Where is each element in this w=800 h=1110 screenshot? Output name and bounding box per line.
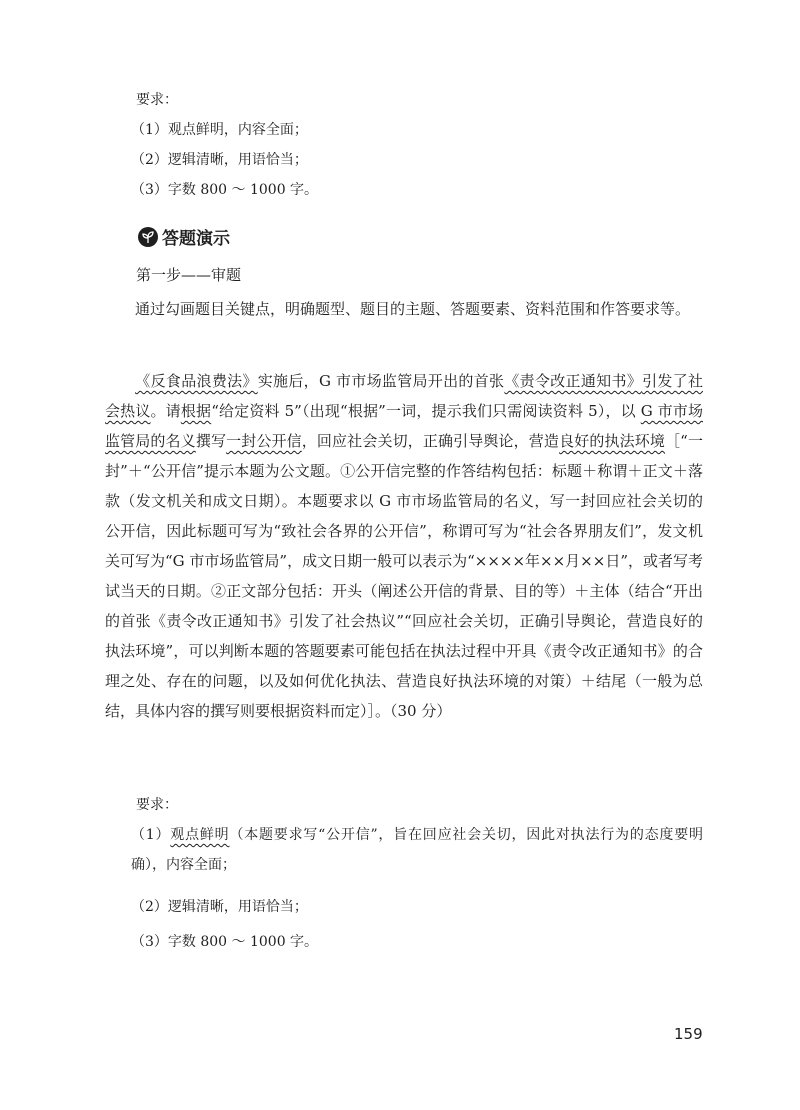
clear-viewpoint-keyword: 观点鲜明	[170, 827, 230, 843]
issuer-keyword: G 市市场监管局的名义	[105, 402, 703, 450]
item-number: （1）	[131, 827, 171, 843]
page-number: 159	[674, 1025, 703, 1043]
analysis-text-6: ［“一封”＋“公开信”提示本题为公文题。①公开信完整的作答结构包括：标题＋称谓＋正文＋落款（发文机关和成文日期）。本题要求以 G 市市场监管局的名义，写一封回应社会关切的公开信，因此标题可写为“致社会各界的公开信”，称谓可写为“社会各界朋友们”，发文机关可写为“G 市市场监管局”，成文日期一般可以表示为“××××年××月××日”，或者写考试当天的日期。②正文部分包括：开头（阐述公开信的背景、目的等）＋主体（结合“开出的首张《责令改正通知书》引发了社会热议”“回应社会关切，正确引导舆论，营造良好的执法环境”，可以判断本题的答题要素可能包括在执法过程中开具《责令改正通知书》的合理之处、存在的问题，以及如何优化执法、营造良好执法环境的对策）＋结尾（一般为总结，具体内容的撰写则要根据资料而定）］。（30 分）	[105, 432, 703, 720]
environment-keyword: 良好的执法环境	[559, 432, 666, 450]
analysis-text-1: 实施后，G 市市场监管局开出的首张	[257, 372, 505, 390]
analysis-text-4: 撰写	[195, 432, 227, 450]
social-debate-keyword: 引发了社会热议	[105, 372, 703, 420]
analysis-text-5: ，回应社会关切，正确引导舆论，营造	[301, 432, 560, 450]
requirements2-title: 要求：	[136, 797, 178, 813]
notice-name: 《责令改正通知书》	[504, 372, 643, 390]
requirements-title: 要求：	[136, 92, 178, 108]
analysis-text-2: 。请	[150, 402, 181, 420]
step-title: 第一步——审题	[136, 266, 242, 284]
requirement-item-3: （3）字数 800 ～ 1000 字。	[131, 182, 319, 198]
law-name: 《反食品浪费法》	[135, 372, 258, 390]
analysis-paragraph	[105, 366, 703, 726]
open-letter-keyword: 一封公开信	[226, 432, 302, 450]
requirement2-item-1	[131, 820, 703, 880]
intro-paragraph	[105, 294, 703, 324]
leaf-icon	[138, 227, 158, 247]
requirement-item-1: （1）观点鲜明，内容全面；	[131, 122, 308, 138]
section-heading	[138, 224, 230, 249]
requirement2-item-3: （3）字数 800 ～ 1000 字。	[131, 934, 319, 950]
requirement-item-2: （2）逻辑清晰，用语恰当；	[131, 152, 308, 168]
intro-text: 通过勾画题目关键点，明确题型、题目的主题、答题要素、资料范围和作答要求等。	[135, 300, 691, 318]
requirement2-item-1-text: （本题要求写“公开信”，旨在回应社会关切，因此对执法行为的态度要明确），内容全面；	[131, 827, 703, 873]
requirement2-item-2: （2）逻辑清晰，用语恰当；	[131, 899, 308, 915]
according-keyword: 根据	[180, 402, 212, 420]
section-title: 答题演示	[162, 229, 230, 249]
analysis-text-3: “给定资料 5”（出现“根据”一词，提示我们只需阅读资料 5），以	[211, 402, 641, 420]
